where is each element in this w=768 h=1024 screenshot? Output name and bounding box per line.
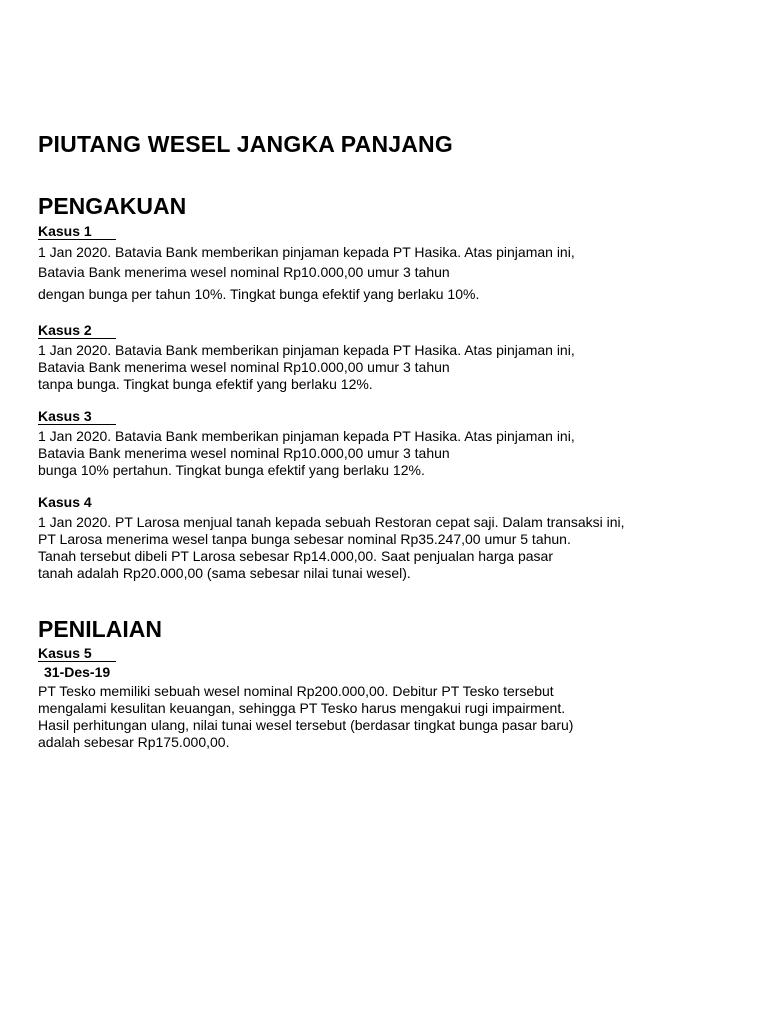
section-heading-penilaian: PENILAIAN (38, 616, 162, 642)
kasus-3-label: Kasus 3 (38, 409, 116, 425)
kasus-5-line-3: Hasil perhitungan ulang, nilai tunai wesel tersebut (berdasar tingkat bunga pasar baru) (38, 717, 574, 733)
kasus-3-line-2: Batavia Bank menerima wesel nominal Rp10.000,00 umur 3 tahun (38, 445, 450, 461)
kasus-4-line-3: Tanah tersebut dibeli PT Larosa sebesar Rp14.000,00. Saat penjualan harga pasar (38, 548, 553, 564)
kasus-2-line-1: 1 Jan 2020. Batavia Bank memberikan pinjaman kepada PT Hasika. Atas pinjaman ini, (38, 342, 575, 358)
kasus-1-line-3: dengan bunga per tahun 10%. Tingkat bunga efektif yang berlaku 10%. (38, 286, 480, 302)
section-heading-pengakuan: PENGAKUAN (38, 193, 187, 219)
kasus-5-date: 31-Des-19 (44, 664, 111, 680)
kasus-3-line-1: 1 Jan 2020. Batavia Bank memberikan pinjaman kepada PT Hasika. Atas pinjaman ini, (38, 428, 575, 444)
kasus-4-line-4: tanah adalah Rp20.000,00 (sama sebesar nilai tunai wesel). (38, 565, 411, 581)
kasus-3-line-3: bunga 10% pertahun. Tingkat bunga efektif yang berlaku 12%. (38, 462, 425, 478)
kasus-1-label: Kasus 1 (38, 224, 116, 240)
kasus-4-line-2: PT Larosa menerima wesel tanpa bunga sebesar nominal Rp35.247,00 umur 5 tahun. (38, 531, 571, 547)
document-title: PIUTANG WESEL JANGKA PANJANG (38, 131, 453, 157)
kasus-5-line-2: mengalami kesulitan keuangan, sehingga PT Tesko harus mengakui rugi impairment. (38, 700, 566, 716)
kasus-4-label: Kasus 4 (38, 494, 92, 510)
kasus-1-line-1: 1 Jan 2020. Batavia Bank memberikan pinjaman kepada PT Hasika. Atas pinjaman ini, (38, 244, 575, 260)
kasus-2-label: Kasus 2 (38, 323, 116, 339)
kasus-5-line-1: PT Tesko memiliki sebuah wesel nominal Rp200.000,00. Debitur PT Tesko tersebut (38, 683, 554, 699)
kasus-5-label: Kasus 5 (38, 646, 116, 662)
kasus-2-line-2: Batavia Bank menerima wesel nominal Rp10.000,00 umur 3 tahun (38, 359, 450, 375)
kasus-5-line-4: adalah sebesar Rp175.000,00. (38, 734, 230, 750)
kasus-2-line-3: tanpa bunga. Tingkat bunga efektif yang berlaku 12%. (38, 376, 373, 392)
kasus-4-line-1: 1 Jan 2020. PT Larosa menjual tanah kepada sebuah Restoran cepat saji. Dalam transaksi ini, (38, 514, 625, 530)
kasus-1-line-2: Batavia Bank menerima wesel nominal Rp10.000,00 umur 3 tahun (38, 264, 450, 280)
